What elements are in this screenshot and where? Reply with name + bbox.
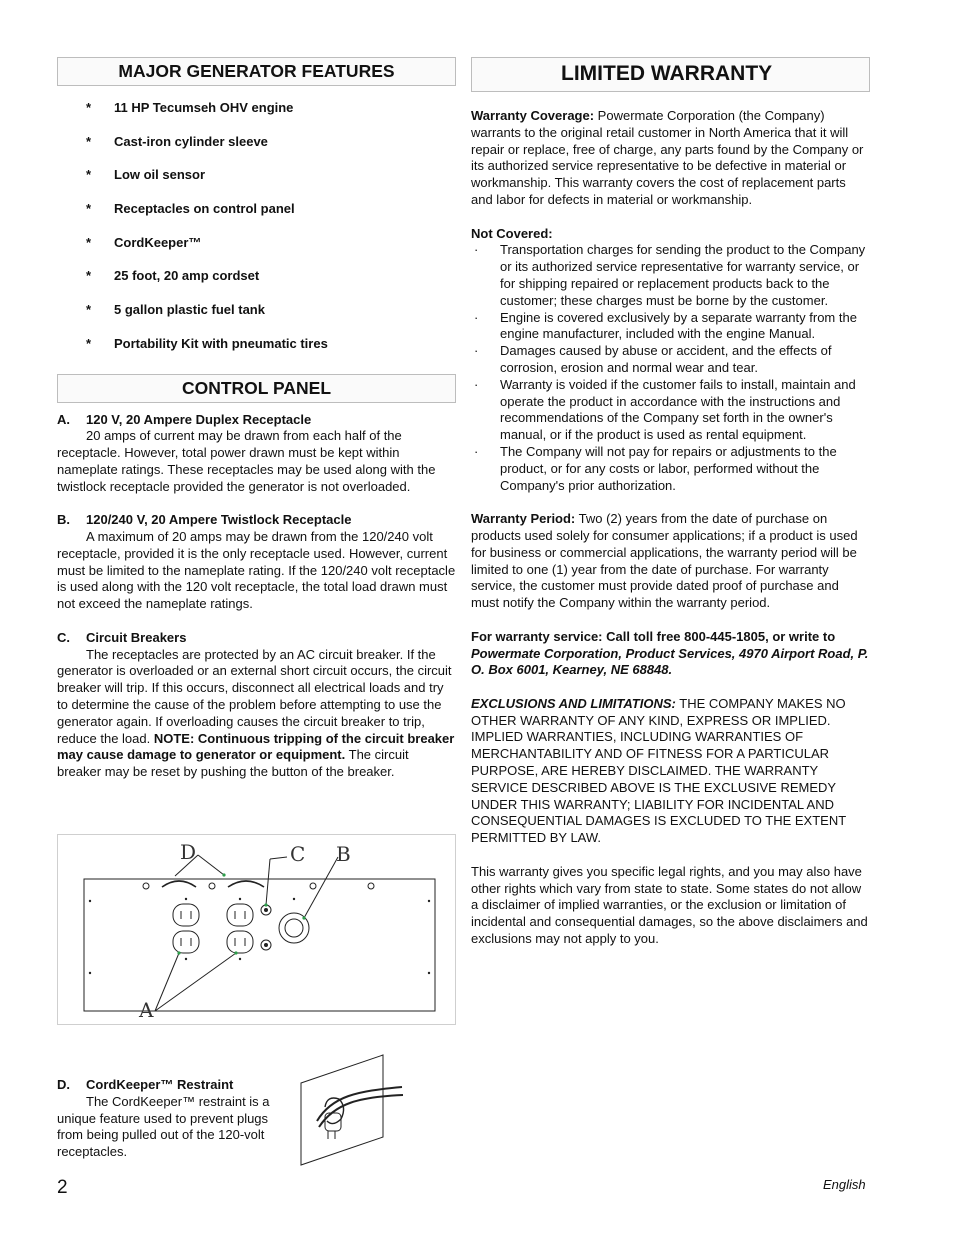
period-text: Two (2) years from the date of purchase on products used solely for consumer applications; if a product is used for business or commercial applications, the warranty period will be limited to one (1) year from the date of purchase. For warranty service, the customer must provide dated proof of purchase and must notify the Company within the warranty period.	[471, 511, 858, 611]
feature-text: Receptacles on control panel	[114, 201, 295, 217]
bullet-star: *	[86, 302, 92, 318]
section-heading: 120/240 V, 20 Ampere Twistlock Receptacle	[86, 512, 352, 528]
list-item: · The Company will not pay for repairs or adjustments to the product, or for any costs or labor, performed without the Company's prior authorization.	[474, 443, 837, 493]
period-label: Warranty Period:	[471, 511, 576, 527]
feature-text: 25 foot, 20 amp cordset	[114, 268, 260, 284]
warranty-service	[471, 629, 870, 679]
bullet-star: *	[86, 100, 92, 115]
features-title: MAJOR GENERATOR FEATURES	[57, 57, 456, 86]
bullet-star: *	[86, 133, 92, 149]
section-b	[57, 512, 456, 613]
label-a: A	[139, 998, 154, 1022]
note-after: The circuit breaker may be reset by pushing the button of the breaker.	[57, 747, 409, 780]
bullet-star: *	[86, 167, 92, 183]
section-a	[57, 412, 456, 496]
list-item	[57, 134, 456, 168]
section-c	[57, 630, 456, 781]
left-column	[57, 57, 456, 1160]
not-covered-label: Not Covered:	[471, 225, 553, 241]
features-list	[57, 100, 456, 370]
bullet-dot: ·	[474, 343, 479, 359]
section-heading: CordKeeper™ Restraint	[86, 1077, 234, 1092]
bullet-star: *	[86, 268, 92, 284]
section-body: The CordKeeper™ restraint is a unique feature used to prevent plugs from being pulled out of the 120-volt receptacles.	[57, 1093, 270, 1160]
feature-text: 5 gallon plastic fuel tank	[114, 302, 265, 318]
coverage-text: Powermate Corporation (the Company) warrants to the original retail customer in North America that it will repair or replace, free of charge, any parts found by the Company or its authorized service representative to be defective in material or workmanship. This warranty covers the cost of replacement parts and labor for defects in material or workmanship.	[471, 108, 864, 207]
feature-text: Cast-iron cylinder sleeve	[114, 133, 268, 149]
section-letter: D.	[57, 1077, 70, 1092]
bullet-star: *	[86, 335, 92, 351]
list-item	[57, 201, 456, 235]
label-b: B	[336, 842, 351, 866]
note-bold: NOTE: Continuous tripping of the circuit breaker may cause damage to generator or equipment.	[57, 730, 455, 763]
feature-text: Portability Kit with pneumatic tires	[114, 335, 328, 351]
section-letter: B.	[57, 512, 70, 528]
list-item: · Damages caused by abuse or accident, and the effects of corrosion, erosion and normal wear and tear.	[474, 343, 832, 375]
list-item	[57, 235, 456, 269]
control-panel-drawing	[58, 835, 455, 1024]
list-item	[57, 100, 456, 134]
bullet-dot: ·	[474, 443, 479, 459]
list-item	[57, 167, 456, 201]
control-panel-diagram	[57, 834, 456, 1025]
section-heading: Circuit Breakers	[86, 629, 187, 645]
legal-rights: This warranty gives you specific legal rights, and you may also have other rights which vary from state to state. Some states do not allow a disclaimer of implied warranties, or the exclusion or limitation of incidental and consequential damages, so the above disclaimers and exclusions may not apply to you.	[471, 863, 868, 947]
coverage-label: Warranty Coverage:	[471, 108, 595, 123]
list-item	[57, 336, 456, 370]
feature-text: Low oil sensor	[114, 167, 206, 183]
service-bold: For warranty service: Call toll free 800-445-1805, or write to	[471, 628, 836, 644]
service-address: Powermate Corporation, Product Services, 4970 Airport Road, P. O. Box 6001, Kearney, NE 68848.	[471, 645, 869, 678]
section-heading: 120 V, 20 Ampere Duplex Receptacle	[86, 411, 312, 427]
not-covered-list	[471, 242, 870, 494]
label-d: D	[180, 840, 197, 864]
warranty-period	[471, 511, 870, 612]
warranty-title: LIMITED WARRANTY	[471, 57, 870, 92]
bullet-dot: ·	[474, 376, 479, 392]
section-body: A maximum of 20 amps may be drawn from the 120/240 volt receptacle, provided it is the only receptacle used. However, current must be limited to the nameplate rating. If the 120/240 volt receptacle is used along with the 120 volt receptacle, the total load drawn must not exceed the nameplate ratings.	[57, 529, 456, 612]
bullet-dot: ·	[474, 242, 479, 258]
footer-language: English	[823, 1177, 866, 1192]
feature-text: 11 HP Tecumseh OHV engine	[114, 100, 294, 115]
bullet-star: *	[86, 234, 92, 250]
bullet-dot: ·	[474, 309, 479, 325]
cordkeeper-drawing	[297, 1051, 409, 1167]
exclusions-text: THE COMPANY MAKES NO OTHER WARRANTY OF ANY KIND, EXPRESS OR IMPLIED. IMPLIED WARRANTIES, INCLUDING WARRANTIES OF MERCHANTABILITY AND OF FITNESS FOR A PARTICULAR PURPOSE, ARE HEREBY DISCLAIMED. THE WARRANTY SERVICE DESCRIBED ABOVE IS THE EXCLUSIVE REMEDY UNDER THIS WARRANTY; LIABILITY FOR INCIDENTAL AND CONSEQUENTIAL DAMAGES IS EXCLUDED TO THE EXTENT PERMITTED BY LAW.	[471, 695, 846, 846]
cordkeeper-illustration	[297, 1051, 409, 1167]
section-body: 20 amps of current may be drawn from each half of the receptacle. However, total power drawn must be kept within nameplate ratings. These receptacles may be used along with the twistlock receptacle provided the generator is not overloaded.	[57, 428, 436, 494]
bullet-star: *	[86, 201, 92, 217]
right-column	[471, 57, 870, 948]
list-item: · Transportation charges for sending the product to the Company or its authorized service representative for warranty service, or for shipping repaired or replacement products back to the customer; these charges must be borne by the customer.	[474, 242, 866, 308]
list-item	[57, 268, 456, 302]
page-number: 2	[57, 1177, 68, 1198]
control-panel-title: CONTROL PANEL	[57, 374, 456, 403]
list-item: · Engine is covered exclusively by a separate warranty from the engine manufacturer, included with the engine Manual.	[474, 309, 857, 342]
exclusions-label: EXCLUSIONS AND LIMITATIONS:	[471, 695, 676, 711]
exclusions	[471, 696, 870, 847]
section-body: The receptacles are protected by an AC circuit breaker. If the generator is overloaded or an external short circuit occurs, the circuit breaker will trip. If this occurs, disconnect all electrical loads and try to determine the cause of the problem before attempting to use the generator again. If overloading causes the circuit breaker to trip, reduce the load.	[57, 646, 452, 746]
feature-text: CordKeeper™	[114, 234, 202, 250]
warranty-coverage	[471, 108, 870, 209]
section-d	[57, 1077, 289, 1161]
section-letter: C.	[57, 629, 70, 645]
list-item: · Warranty is voided if the customer fails to install, maintain and operate the product in accordance with the instructions and recommendations of the Company set forth in the owner's manual, or if the product is used as rental equipment.	[474, 376, 856, 443]
label-c: C	[290, 842, 306, 866]
section-letter: A.	[57, 411, 70, 427]
list-item	[57, 302, 456, 336]
